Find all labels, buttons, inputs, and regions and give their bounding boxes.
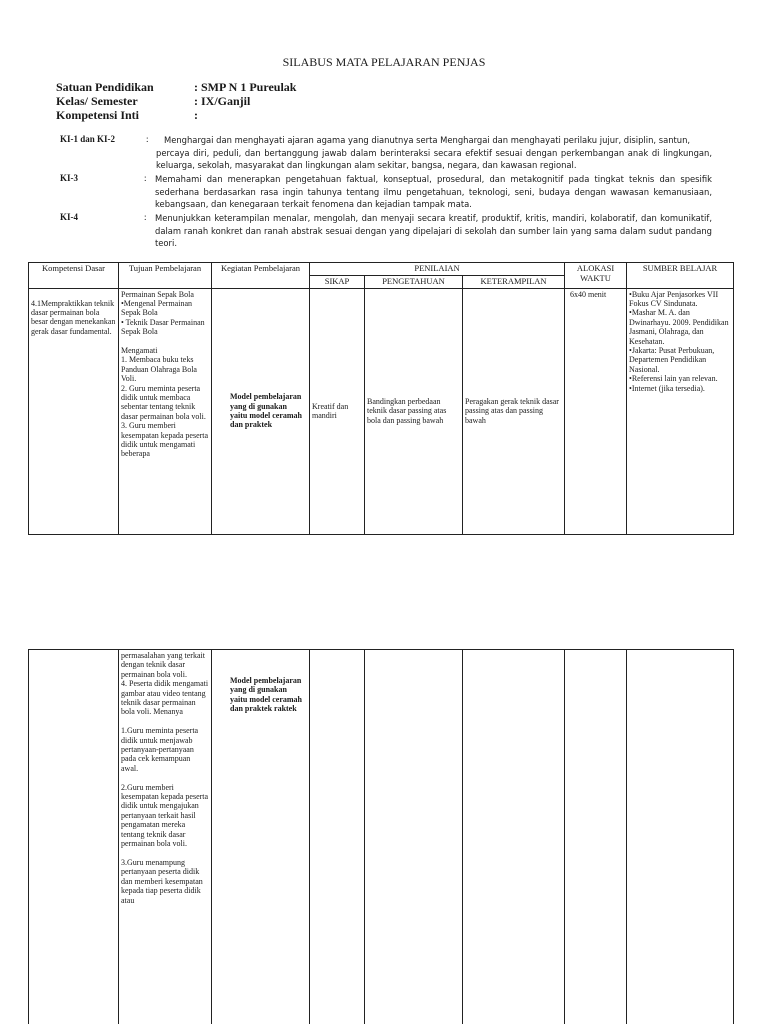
identity-row-core-competence <box>56 108 296 122</box>
header-tujuan-pembelajaran: Tujuan Pembelajaran <box>119 263 212 289</box>
table-row <box>29 288 734 534</box>
ki-colon: : <box>146 134 149 144</box>
tujuan-line: 4. Peserta didik mengamati gambar atau video tentang teknik dasar permainan bola voli. Menanya <box>121 679 209 717</box>
identity-label: Kelas/ Semester <box>56 94 138 108</box>
tujuan-line: 2.Guru memberi kesempatan kepada peserta didik untuk mengajukan pertanyaan terkait hasil pengamatan mereka tentang teknik dasar permainan bola voli. <box>121 782 209 849</box>
cell-sikap <box>310 650 365 1024</box>
identity-value: : IX/Ganjil <box>194 94 251 108</box>
cell-kompetensi-dasar: 4.1Mempraktikkan teknik dasar permainan bola besar dengan menekankan gerak dasar fundamental. <box>29 288 119 534</box>
cell-pengetahuan <box>365 650 463 1024</box>
cell-sumber-belajar <box>627 288 734 534</box>
tujuan-line: permasalahan yang terkait dengan teknik dasar permainan bola voli. <box>121 651 205 679</box>
header-sikap: SIKAP <box>310 276 365 289</box>
header-alokasi-waktu: ALOKASI WAKTU <box>565 263 627 289</box>
cell-pengetahuan: Bandingkan perbedaan teknik dasar passing atas bola dan passing bawah <box>365 288 463 534</box>
ki-colon: : <box>144 212 147 222</box>
tujuan-line: • Teknik Dasar Permainan Sepak Bola <box>121 317 205 337</box>
tujuan-line: Mengamati <box>121 345 158 355</box>
ki-label: KI-3 <box>60 173 78 183</box>
cell-tujuan-pembelajaran <box>119 288 212 534</box>
cell-kegiatan-pembelajaran: Model pembelajaran yang di gunakan yaitu model ceramah dan praktek <box>212 288 310 534</box>
sumber-line: •Buku Ajar Penjasorkes VII Fokus CV Sindunata. <box>629 289 719 308</box>
tujuan-spacer <box>121 337 209 346</box>
sumber-line: •Referensi lain yan relevan. <box>629 374 718 384</box>
cell-keterampilan: Peragakan gerak teknik dasar passing atas dan passing bawah <box>463 288 565 534</box>
syllabus-table <box>28 262 734 535</box>
identity-value: : SMP N 1 Pureulak <box>194 80 297 94</box>
identity-label: Kompetensi Inti <box>56 108 140 122</box>
tujuan-line: 3.Guru menampung pertanyaan peserta didik dan memberi kesempatan kepada tiap peserta didik atau <box>121 857 203 905</box>
cell-alokasi-waktu: 6x40 menit <box>565 288 627 534</box>
tujuan-line: •Mengenal Permainan Sepak Bola <box>121 298 192 318</box>
identity-value: : <box>194 108 198 122</box>
tujuan-spacer <box>121 717 209 726</box>
cell-alokasi-waktu <box>565 650 627 1024</box>
header-kegiatan-pembelajaran: Kegiatan Pembelajaran <box>212 263 310 289</box>
tujuan-line: 1. Membaca buku teks Panduan Olahraga Bola Voli. <box>121 355 197 384</box>
table-row <box>29 650 734 1024</box>
tujuan-line: 3. Guru memberi kesempatan kepada peserta didik untuk mengamati beberapa <box>121 421 209 459</box>
sumber-line: •Mashar M. A. dan Dwinarhayu. 2009. Pendidikan Jasmani, Olahraga, dan Kesehatan. <box>629 308 729 346</box>
ki-colon: : <box>144 173 147 183</box>
syllabus-table-continued <box>28 649 734 1024</box>
ki-text <box>156 134 712 172</box>
header-keterampilan: KETERAMPILAN <box>463 276 565 289</box>
tujuan-line: 2. Guru meminta peserta didik untuk membaca sebentar tentang teknik dasar permainan bola voli. <box>121 383 206 421</box>
identity-row-class <box>56 94 296 108</box>
cell-sikap: Kreatif dan mandiri <box>310 288 365 534</box>
header-kompetensi-dasar: Kompetensi Dasar <box>29 263 119 289</box>
sumber-line: •Internet (jika tersedia). <box>629 383 705 393</box>
ki-text-line: Menghargai dan menghayati ajaran agama yang dianutnya serta Menghargai dan menghayati perilaku jujur, disiplin, santun, <box>164 135 691 145</box>
document-title: SILABUS MATA PELAJARAN PENJAS <box>282 55 486 69</box>
ki-text: Menunjukkan keterampilan menalar, mengolah, dan menyaji secara kreatif, produktif, kritis, mandiri, kolaboratif, dan komunikatif, dalam ranah konkret dan ranah abstrak sesuai dengan yang dipelajari di sekolah dan sumber lain yang sama dalam sudut pandang teori. <box>155 213 712 248</box>
tujuan-spacer <box>121 773 209 782</box>
cell-tujuan-pembelajaran <box>119 650 212 1024</box>
cell-kompetensi-dasar <box>29 650 119 1024</box>
ki-text: Memahami dan menerapkan pengetahuan faktual, konseptual, prosedural, dan metakognitif pada tingkat teknis dan spesifik sederhana berdasarkan rasa ingin tahunya tentang ilmu pengetahuan, teknologi, seni, budaya dengan wawasan kemanusiaan, kebangsaan, dan kenegaraan terkait fenomena dan kejadian tampak mata. <box>155 174 712 209</box>
identity-label: Satuan Pendidikan <box>56 80 154 94</box>
tujuan-spacer <box>121 849 209 858</box>
tujuan-line: Permainan Sepak Bola <box>121 289 194 299</box>
ki-text-continuation: percaya diri, peduli, dan bertanggung jawab dalam berinteraksi secara efektif sesuai dengan perkembangan anak di lingkungan, keluarga, sekolah, masyarakat dan lingkungan alam sekitar, bangsa, negara, dan kawasan regional. <box>156 147 712 170</box>
cell-keterampilan <box>463 650 565 1024</box>
header-sumber-belajar: SUMBER BELAJAR <box>627 263 734 289</box>
header-pengetahuan: PENGETAHUAN <box>365 276 463 289</box>
ki-label: KI-1 dan KI-2 <box>60 134 116 144</box>
cell-kegiatan-pembelajaran: Model pembelajaran yang di gunakan yaitu model ceramah dan praktek raktek <box>212 650 310 1024</box>
table-header-row <box>29 263 734 276</box>
ki-label: KI-4 <box>60 212 78 222</box>
tujuan-line: 1.Guru meminta peserta didik untuk menjawab pertanyaan-pertanyaan pada cek kemampuan awal. <box>121 726 199 773</box>
sumber-line: •Jakarta: Pusat Perbukuan, Departemen Pendidikan Nasional. <box>629 345 715 374</box>
header-penilaian: PENILAIAN <box>310 263 565 276</box>
identity-block <box>56 80 296 122</box>
cell-sumber-belajar <box>627 650 734 1024</box>
identity-row-school <box>56 80 296 94</box>
